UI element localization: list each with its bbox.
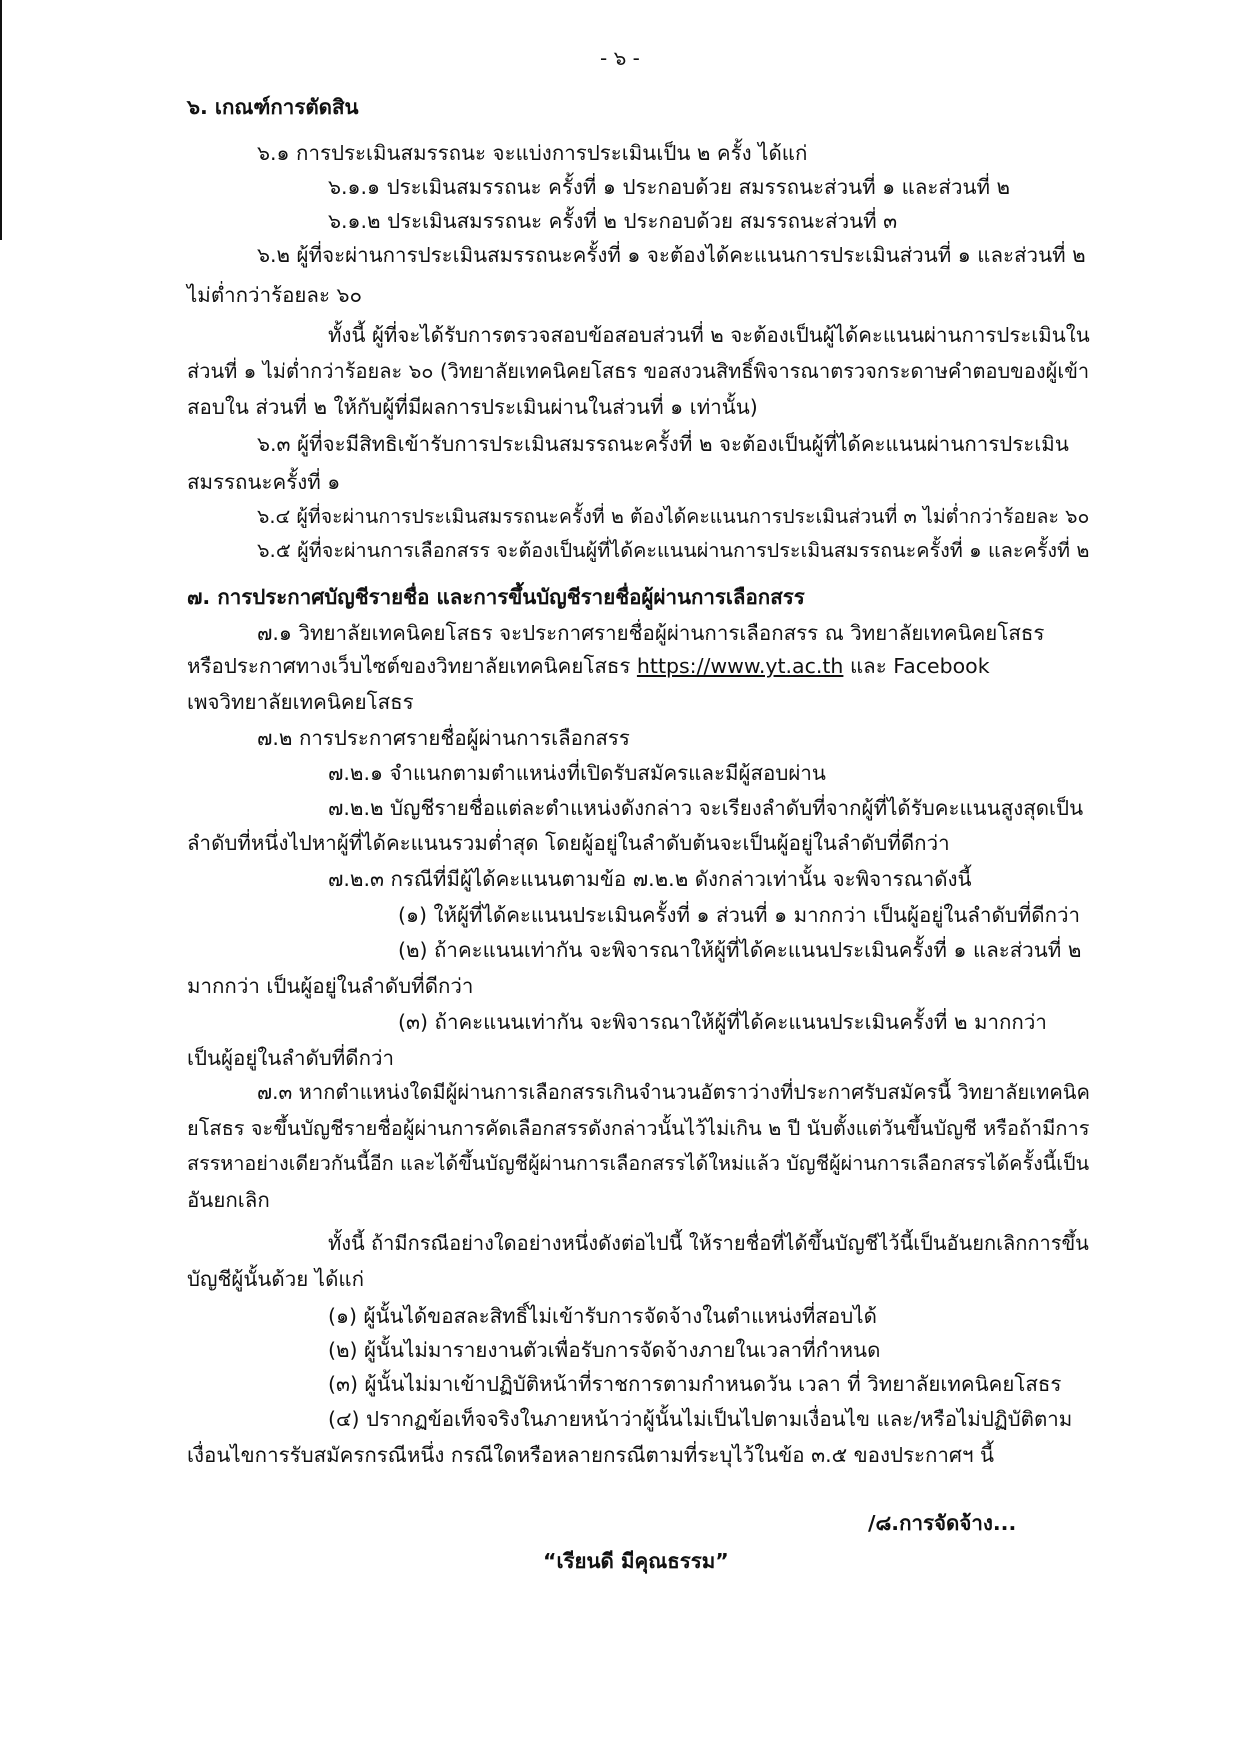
clause-6-2-line1: ๖.๒ ผู้ที่จะผ่านการประเมินสมรรถนะครั้งที่ ๑ จะต้องได้คะแนนการประเมินส่วนที่ ๑ และส่วนที่ ๒ xyxy=(257,243,1086,267)
clause-6-3-line2: สมรรถนะครั้งที่ ๑ xyxy=(187,470,341,494)
college-website-link[interactable]: https://www.yt.ac.th xyxy=(636,654,844,678)
continuation-marker: /๘.การจัดจ้าง... xyxy=(868,1511,1017,1535)
clause-7-1-line2-text: หรือประกาศทางเว็บไซต์ของวิทยาลัยเทคนิคยโสธร xyxy=(187,654,631,678)
clause-6-2-note-line3: สอบใน ส่วนที่ ๒ ให้กับผู้ที่มีผลการประเมินผ่านในส่วนที่ ๑ เท่านั้น) xyxy=(187,395,758,419)
clause-7-2: ๗.๒ การประกาศรายชื่อผู้ผ่านการเลือกสรร xyxy=(257,726,630,750)
clause-7-2-1: ๗.๒.๑ จำแนกตามตำแหน่งที่เปิดรับสมัครและมีผู้สอบผ่าน xyxy=(328,761,826,785)
clause-6-2-note-line2: ส่วนที่ ๑ ไม่ต่ำกว่าร้อยละ ๖๐ (วิทยาลัยเทคนิคยโสธร ขอสงวนสิทธิ์พิจารณาตรวจกระดาษคำตอบของผู้เข้า xyxy=(187,359,1090,383)
clause-6-1-1: ๖.๑.๑ ประเมินสมรรถนะ ครั้งที่ ๑ ประกอบด้วย สมรรถนะส่วนที่ ๑ และส่วนที่ ๒ xyxy=(328,175,1011,199)
clause-7-2-3-item2-line2: มากกว่า เป็นผู้อยู่ในลำดับที่ดีกว่า xyxy=(187,974,474,998)
clause-7-1-line3: เพจวิทยาลัยเทคนิคยโสธร xyxy=(187,690,414,714)
clause-6-3-line1: ๖.๓ ผู้ที่จะมีสิทธิเข้ารับการประเมินสมรรถนะครั้งที่ ๒ จะต้องเป็นผู้ที่ได้คะแนนผ่านการประเมิน xyxy=(257,432,1069,456)
cancellation-case-2: (๒) ผู้นั้นไม่มารายงานตัวเพื่อรับการจัดจ้างภายในเวลาที่กำหนด xyxy=(328,1338,881,1362)
clause-6-4: ๖.๔ ผู้ที่จะผ่านการประเมินสมรรถนะครั้งที่ ๒ ต้องได้คะแนนการประเมินส่วนที่ ๓ ไม่ต่ำกว่าร้อยละ ๖๐ xyxy=(257,505,1090,528)
clause-7-2-3: ๗.๒.๓ กรณีที่มีผู้ได้คะแนนตามข้อ ๗.๒.๒ ดังกล่าวเท่านั้น จะพิจารณาดังนี้ xyxy=(328,867,972,891)
clause-7-2-3-item2-line1: (๒) ถ้าคะแนนเท่ากัน จะพิจารณาให้ผู้ที่ได้คะแนนประเมินครั้งที่ ๑ และส่วนที่ ๒ xyxy=(398,938,1082,962)
college-motto: “เรียนดี มีคุณธรรม” xyxy=(543,1549,729,1573)
clause-7-2-2-line2: ลำดับที่หนึ่งไปหาผู้ที่ได้คะแนนรวมต่ำสุด โดยผู้อยู่ในลำดับต้นจะเป็นผู้อยู่ในลำดับที่ดีกว่า xyxy=(187,831,950,855)
clause-7-3-note-line1: ทั้งนี้ ถ้ามีกรณีอย่างใดอย่างหนึ่งดังต่อไปนี้ ให้รายชื่อที่ได้ขึ้นบัญชีไว้นี้เป็นอันยกเลิกการขึ้น xyxy=(328,1231,1089,1255)
section-6-heading: ๖. เกณฑ์การตัดสิน xyxy=(187,95,359,119)
clause-7-3-line1: ๗.๓ หากตำแหน่งใดมีผู้ผ่านการเลือกสรรเกินจำนวนอัตราว่างที่ประกาศรับสมัครนี้ วิทยาลัยเทคนิค xyxy=(257,1080,1090,1104)
section-7-heading: ๗. การประกาศบัญชีรายชื่อ และการขึ้นบัญชีรายชื่อผู้ผ่านการเลือกสรร xyxy=(187,585,805,609)
clause-7-1-line2-facebook: และ Facebook xyxy=(849,654,990,678)
cancellation-case-1: (๑) ผู้นั้นได้ขอสละสิทธิ์ไม่เข้ารับการจัดจ้างในตำแหน่งที่สอบได้ xyxy=(328,1304,877,1328)
clause-7-2-3-item3-line2: เป็นผู้อยู่ในลำดับที่ดีกว่า xyxy=(187,1046,395,1070)
clause-7-3-line3: สรรหาอย่างเดียวกันนี้อีก และได้ขึ้นบัญชีผู้ผ่านการเลือกสรรได้ใหม่แล้ว บัญชีผู้ผ่านการเลือกสรรได้ครั้งนี้เป็น xyxy=(187,1152,1090,1175)
clause-7-2-3-item3-line1: (๓) ถ้าคะแนนเท่ากัน จะพิจารณาให้ผู้ที่ได้คะแนนประเมินครั้งที่ ๒ มากกว่า xyxy=(398,1010,1047,1034)
clause-7-2-2-line1: ๗.๒.๒ บัญชีรายชื่อแต่ละตำแหน่งดังกล่าว จะเรียงลำดับที่จากผู้ที่ได้รับคะแนนสูงสุดเป็น xyxy=(328,796,1084,820)
cancellation-case-3: (๓) ผู้นั้นไม่มาเข้าปฏิบัติหน้าที่ราชการตามกำหนดวัน เวลา ที่ วิทยาลัยเทคนิคยโสธร xyxy=(328,1372,1062,1396)
clause-6-2-line2: ไม่ต่ำกว่าร้อยละ ๖๐ xyxy=(187,283,363,307)
clause-7-1-line1: ๗.๑ วิทยาลัยเทคนิคยโสธร จะประกาศรายชื่อผู้ผ่านการเลือกสรร ณ วิทยาลัยเทคนิคยโสธร xyxy=(257,621,1045,645)
clause-7-2-3-item1: (๑) ให้ผู้ที่ได้คะแนนประเมินครั้งที่ ๑ ส่วนที่ ๑ มากกว่า เป็นผู้อยู่ในลำดับที่ดีกว่า xyxy=(398,903,1081,927)
clause-6-1: ๖.๑ การประเมินสมรรถนะ จะแบ่งการประเมินเป็น ๒ ครั้ง ได้แก่ xyxy=(257,141,808,165)
clause-7-3-line4: อันยกเลิก xyxy=(187,1188,270,1212)
clause-6-1-2: ๖.๑.๒ ประเมินสมรรถนะ ครั้งที่ ๒ ประกอบด้วย สมรรถนะส่วนที่ ๓ xyxy=(328,209,898,233)
page-number: - ๖ - xyxy=(600,46,640,70)
clause-7-3-line2: ยโสธร จะขึ้นบัญชีรายชื่อผู้ผ่านการคัดเลือกสรรดังกล่าวนั้นไว้ไม่เกิน ๒ ปี นับตั้งแต่วันขึ้นบัญชี หรือถ้ามีการ xyxy=(187,1116,1090,1140)
clause-7-1-line2 xyxy=(187,652,1076,680)
clause-6-5: ๖.๕ ผู้ที่จะผ่านการเลือกสรร จะต้องเป็นผู้ที่ได้คะแนนผ่านการประเมินสมรรถนะครั้งที่ ๑ และครั้งที่ ๒ xyxy=(257,539,1090,562)
clause-7-3-note-line2: บัญชีผู้นั้นด้วย ได้แก่ xyxy=(187,1267,365,1291)
cancellation-case-4-line1: (๔) ปรากฏข้อเท็จจริงในภายหน้าว่าผู้นั้นไม่เป็นไปตามเงื่อนไข และ/หรือไม่ปฏิบัติตาม xyxy=(328,1407,1073,1431)
clause-6-2-note-line1: ทั้งนี้ ผู้ที่จะได้รับการตรวจสอบข้อสอบส่วนที่ ๒ จะต้องเป็นผู้ได้คะแนนผ่านการประเมินใน xyxy=(328,323,1090,347)
cancellation-case-4-line2: เงื่อนไขการรับสมัครกรณีหนึ่ง กรณีใดหรือหลายกรณีตามที่ระบุไว้ในข้อ ๓.๕ ของประกาศฯ นี้ xyxy=(187,1443,994,1467)
